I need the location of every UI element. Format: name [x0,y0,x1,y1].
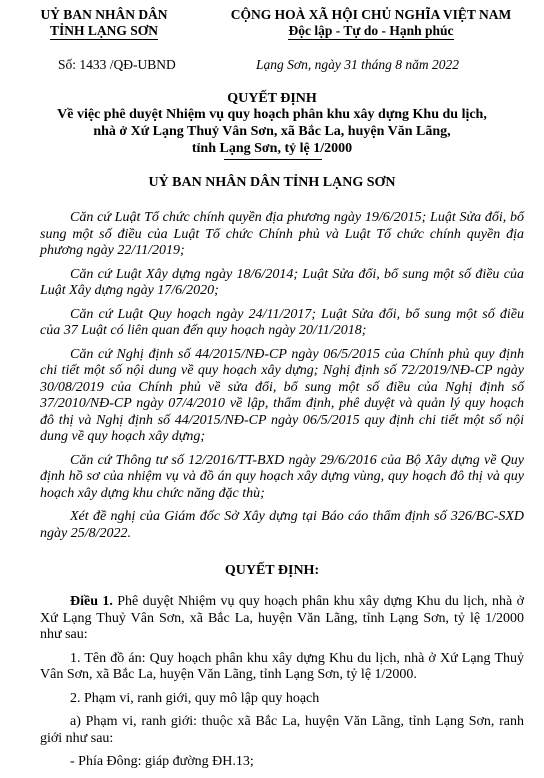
national-header [218,7,524,40]
preamble-paragraph: Căn cứ Luật Quy hoạch ngày 24/11/2017; Luật Sửa đổi, bổ sung một số điều của 37 Luật có liên quan đến quy hoạch ngày 20/11/2018; [40,306,524,338]
decision-subject [24,106,520,157]
article-1 [40,594,524,778]
subject-line-2: nhà ở Xứ Lạng Thuỷ Vân Sơn, xã Bắc La, huyện Văn Lãng, [93,124,451,139]
agency-line-2: TỈNH LẠNG SƠN [49,23,159,38]
document-date: Lạng Sơn, ngày 31 tháng 8 năm 2022 [256,57,459,72]
decides-heading: QUYẾT ĐỊNH: [224,563,320,578]
article-1-item-1: 1. Tên đồ án: Quy hoạch phân khu xây dựng Khu du lịch, nhà ở Xứ Lạng Thuỷ Vân Sơn, xã Bắc La, huyện Văn Lãng, tỉnh Lạng Sơn, tỷ lệ 1/2000. [40,650,524,682]
boundary-east: - Phía Đông: giáp đường ĐH.13; [70,754,254,769]
preamble-paragraph: Xét đề nghị của Giám đốc Sở Xây dựng tại Báo cáo thẩm định số 326/BC-SXD ngày 25/8/2022. [40,509,524,541]
article-1-item-2: 2. Phạm vi, ranh giới, quy mô lập quy hoạch [70,690,320,706]
article-1-item-2a: a) Phạm vi, ranh giới: thuộc xã Bắc La, huyện Văn Lãng, tỉnh Lạng Sơn, ranh giới như sau: [40,714,524,746]
preamble-paragraph: Căn cứ Nghị định số 44/2015/NĐ-CP ngày 06/5/2015 của Chính phủ quy định chi tiết một số nội dung về quy hoạch xây dựng; Nghị định số 72/2019/NĐ-CP ngày 30/08/2019 của Chính phủ về sửa đổi, bổ sung một số điều của Nghị định số 37/2010/NĐ-CP ngày 07/4/2010 về lập, thẩm định, phê duyệt và quản lý quy hoạch đô thị và Nghị định số 44/2015/NĐ-CP ngày 06/5/2015 quy định chi tiết một số nội dung về quy hoạch xây dựng; [40,346,524,444]
article-1-intro [40,594,524,644]
issuing-authority: UỶ BAN NHÂN DÂN TỈNH LẠNG SƠN [148,175,396,190]
preamble-paragraph: Căn cứ Luật Xây dựng ngày 18/6/2014; Luật Sửa đổi, bổ sung một số điều của Luật Xây dựng ngày 17/6/2020; [40,266,524,298]
subject-line-3: tỉnh Lạng Sơn, tỷ lệ 1/2000 [191,141,353,156]
article-1-text: Phê duyệt Nhiệm vụ quy hoạch phân khu xây dựng Khu du lịch, nhà ở Xứ Lạng Thuỷ Vân Sơn, xã Bắc La, huyện Văn Lãng, tỉnh Lạng Sơn, tỷ lệ 1/2000 như sau: [40,594,525,642]
preamble-paragraph: Căn cứ Thông tư số 12/2016/TT-BXD ngày 29/6/2016 của Bộ Xây dựng về Quy định hồ sơ của nhiệm vụ và đồ án quy hoạch xây dựng vùng, quy hoạch đô thị và quy hoạch xây dựng khu chức năng đặc thù; [40,452,524,501]
preamble [40,210,524,549]
preamble-paragraph: Căn cứ Luật Tổ chức chính quyền địa phương ngày 19/6/2015; Luật Sửa đổi, bổ sung một số điều của Luật Tổ chức Chính phủ và Luật Tổ chức chính quyền địa phương ngày 22/11/2019; [40,210,524,258]
country-name: CỘNG HOÀ XÃ HỘI CHỦ NGHĨA VIỆT NAM [230,7,512,22]
agency-line-1: UỶ BAN NHÂN DÂN [40,7,168,22]
subject-line-1: Về việc phê duyệt Nhiệm vụ quy hoạch phân khu xây dựng Khu du lịch, [57,107,487,122]
document-number: Số: 1433 /QĐ-UBND [58,57,176,72]
decision-title: QUYẾT ĐỊNH [227,91,317,106]
subject-divider [224,159,322,160]
national-motto: Độc lập - Tự do - Hạnh phúc [288,23,454,38]
article-1-label: Điều 1. [70,594,113,609]
issuing-agency [24,7,184,40]
